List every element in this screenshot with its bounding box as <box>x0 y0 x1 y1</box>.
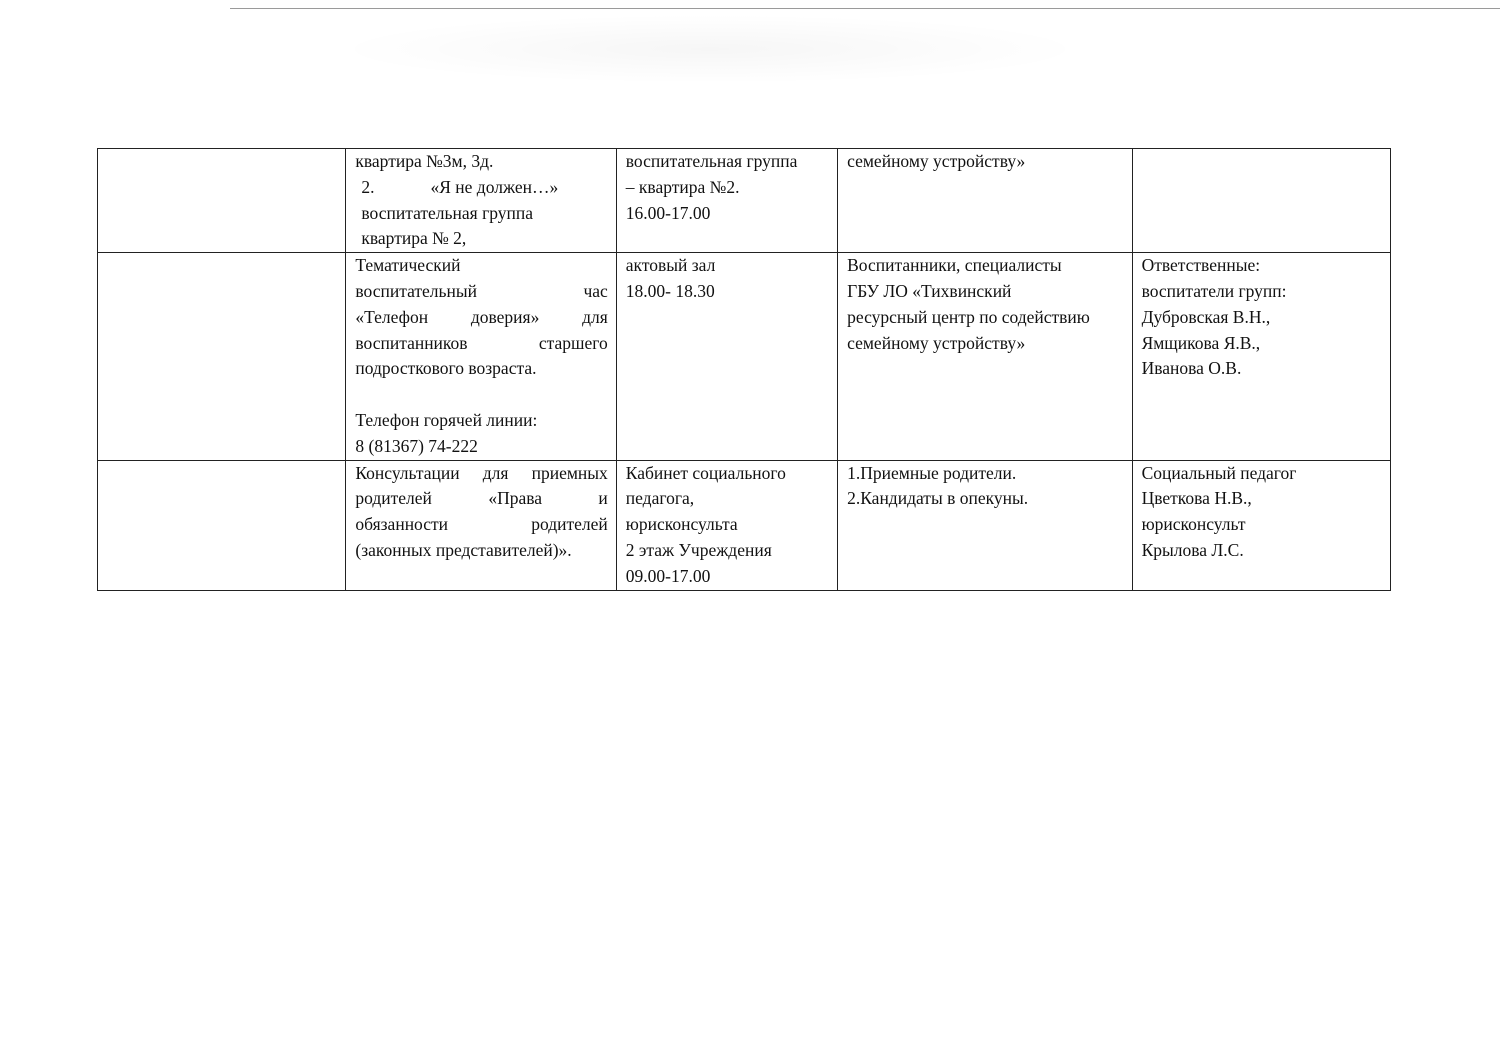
hotline-number: 8 (81367) 74-222 <box>355 435 478 456</box>
event-numbered-item <box>355 175 607 201</box>
responsible-text: Ямщикова Я.В., <box>1141 332 1261 353</box>
responsible-text: Иванова О.В. <box>1141 358 1242 379</box>
cell-participants <box>838 149 1132 253</box>
cell-responsible <box>1132 460 1390 590</box>
cell-empty-number <box>98 149 346 253</box>
event-text: Тематический <box>355 255 461 276</box>
participants-text: ГБУ ЛО «Тихвинский <box>847 280 1012 301</box>
place-text: юрисконсульта <box>625 514 738 535</box>
responsible-text: Крылова Л.С. <box>1141 539 1244 560</box>
participants-text: 2.Кандидаты в опекуны. <box>847 488 1029 509</box>
cell-empty-number <box>98 460 346 590</box>
cell-place-time <box>616 149 837 253</box>
cell-responsible <box>1132 253 1390 460</box>
scan-edge-line <box>230 8 1500 9</box>
participants-text: 1.Приемные родители. <box>847 462 1017 483</box>
cell-place-time <box>616 253 837 460</box>
event-text: квартира №3м, 3д. <box>355 151 494 171</box>
event-text: Консультации для приемных <box>355 462 608 483</box>
event-text: «Телефон доверия» для <box>355 306 608 327</box>
item-title: «Я не должен…» <box>430 176 559 197</box>
place-text: 2 этаж Учреждения <box>625 539 772 560</box>
participants-text: ресурсный центр по содействию <box>847 306 1090 327</box>
responsible-text: Ответственные: <box>1141 255 1261 276</box>
responsible-text: Социальный педагог <box>1141 462 1297 483</box>
table-row <box>98 149 1391 253</box>
events-table <box>97 148 1391 591</box>
place-text: Кабинет социального <box>625 462 786 483</box>
time-text: 16.00-17.00 <box>625 202 711 223</box>
scan-smudge <box>330 14 1090 84</box>
event-text: родителей «Права и <box>355 488 608 509</box>
event-text: воспитательная группа <box>361 202 534 223</box>
table-row <box>98 460 1391 590</box>
event-text: обязанности родителей <box>355 514 608 535</box>
cell-empty-number <box>98 253 346 460</box>
hotline-label: Телефон горячей линии: <box>355 409 538 430</box>
event-text: воспитательный час <box>355 280 608 301</box>
participants-text: Воспитанники, специалисты <box>847 255 1062 276</box>
place-text: педагога, <box>625 488 695 509</box>
time-text: 09.00-17.00 <box>625 565 711 586</box>
cell-participants <box>838 460 1132 590</box>
participants-text: семейному устройству» <box>847 332 1026 353</box>
responsible-text: юрисконсульт <box>1141 514 1246 535</box>
table-row <box>98 253 1391 460</box>
event-text: (законных представителей)». <box>355 539 572 560</box>
event-text: воспитанников старшего <box>355 332 608 353</box>
place-text: актовый зал <box>625 255 716 276</box>
responsible-text: Дубровская В.Н., <box>1141 306 1271 327</box>
place-text: – квартира №2. <box>625 176 740 197</box>
cell-place-time <box>616 460 837 590</box>
cell-event <box>346 149 616 253</box>
responsible-text: Цветкова Н.В., <box>1141 488 1252 509</box>
item-number: 2. <box>361 176 375 197</box>
place-text: воспитательная группа <box>625 151 798 171</box>
event-text: подросткового возраста. <box>355 358 537 379</box>
cell-participants <box>838 253 1132 460</box>
responsible-text: воспитатели групп: <box>1141 280 1287 301</box>
participants-text: семейному устройству» <box>847 151 1026 171</box>
cell-responsible <box>1132 149 1390 253</box>
event-text: квартира № 2, <box>361 228 467 249</box>
cell-event <box>346 253 616 460</box>
cell-event <box>346 460 616 590</box>
time-text: 18.00- 18.30 <box>625 280 715 301</box>
